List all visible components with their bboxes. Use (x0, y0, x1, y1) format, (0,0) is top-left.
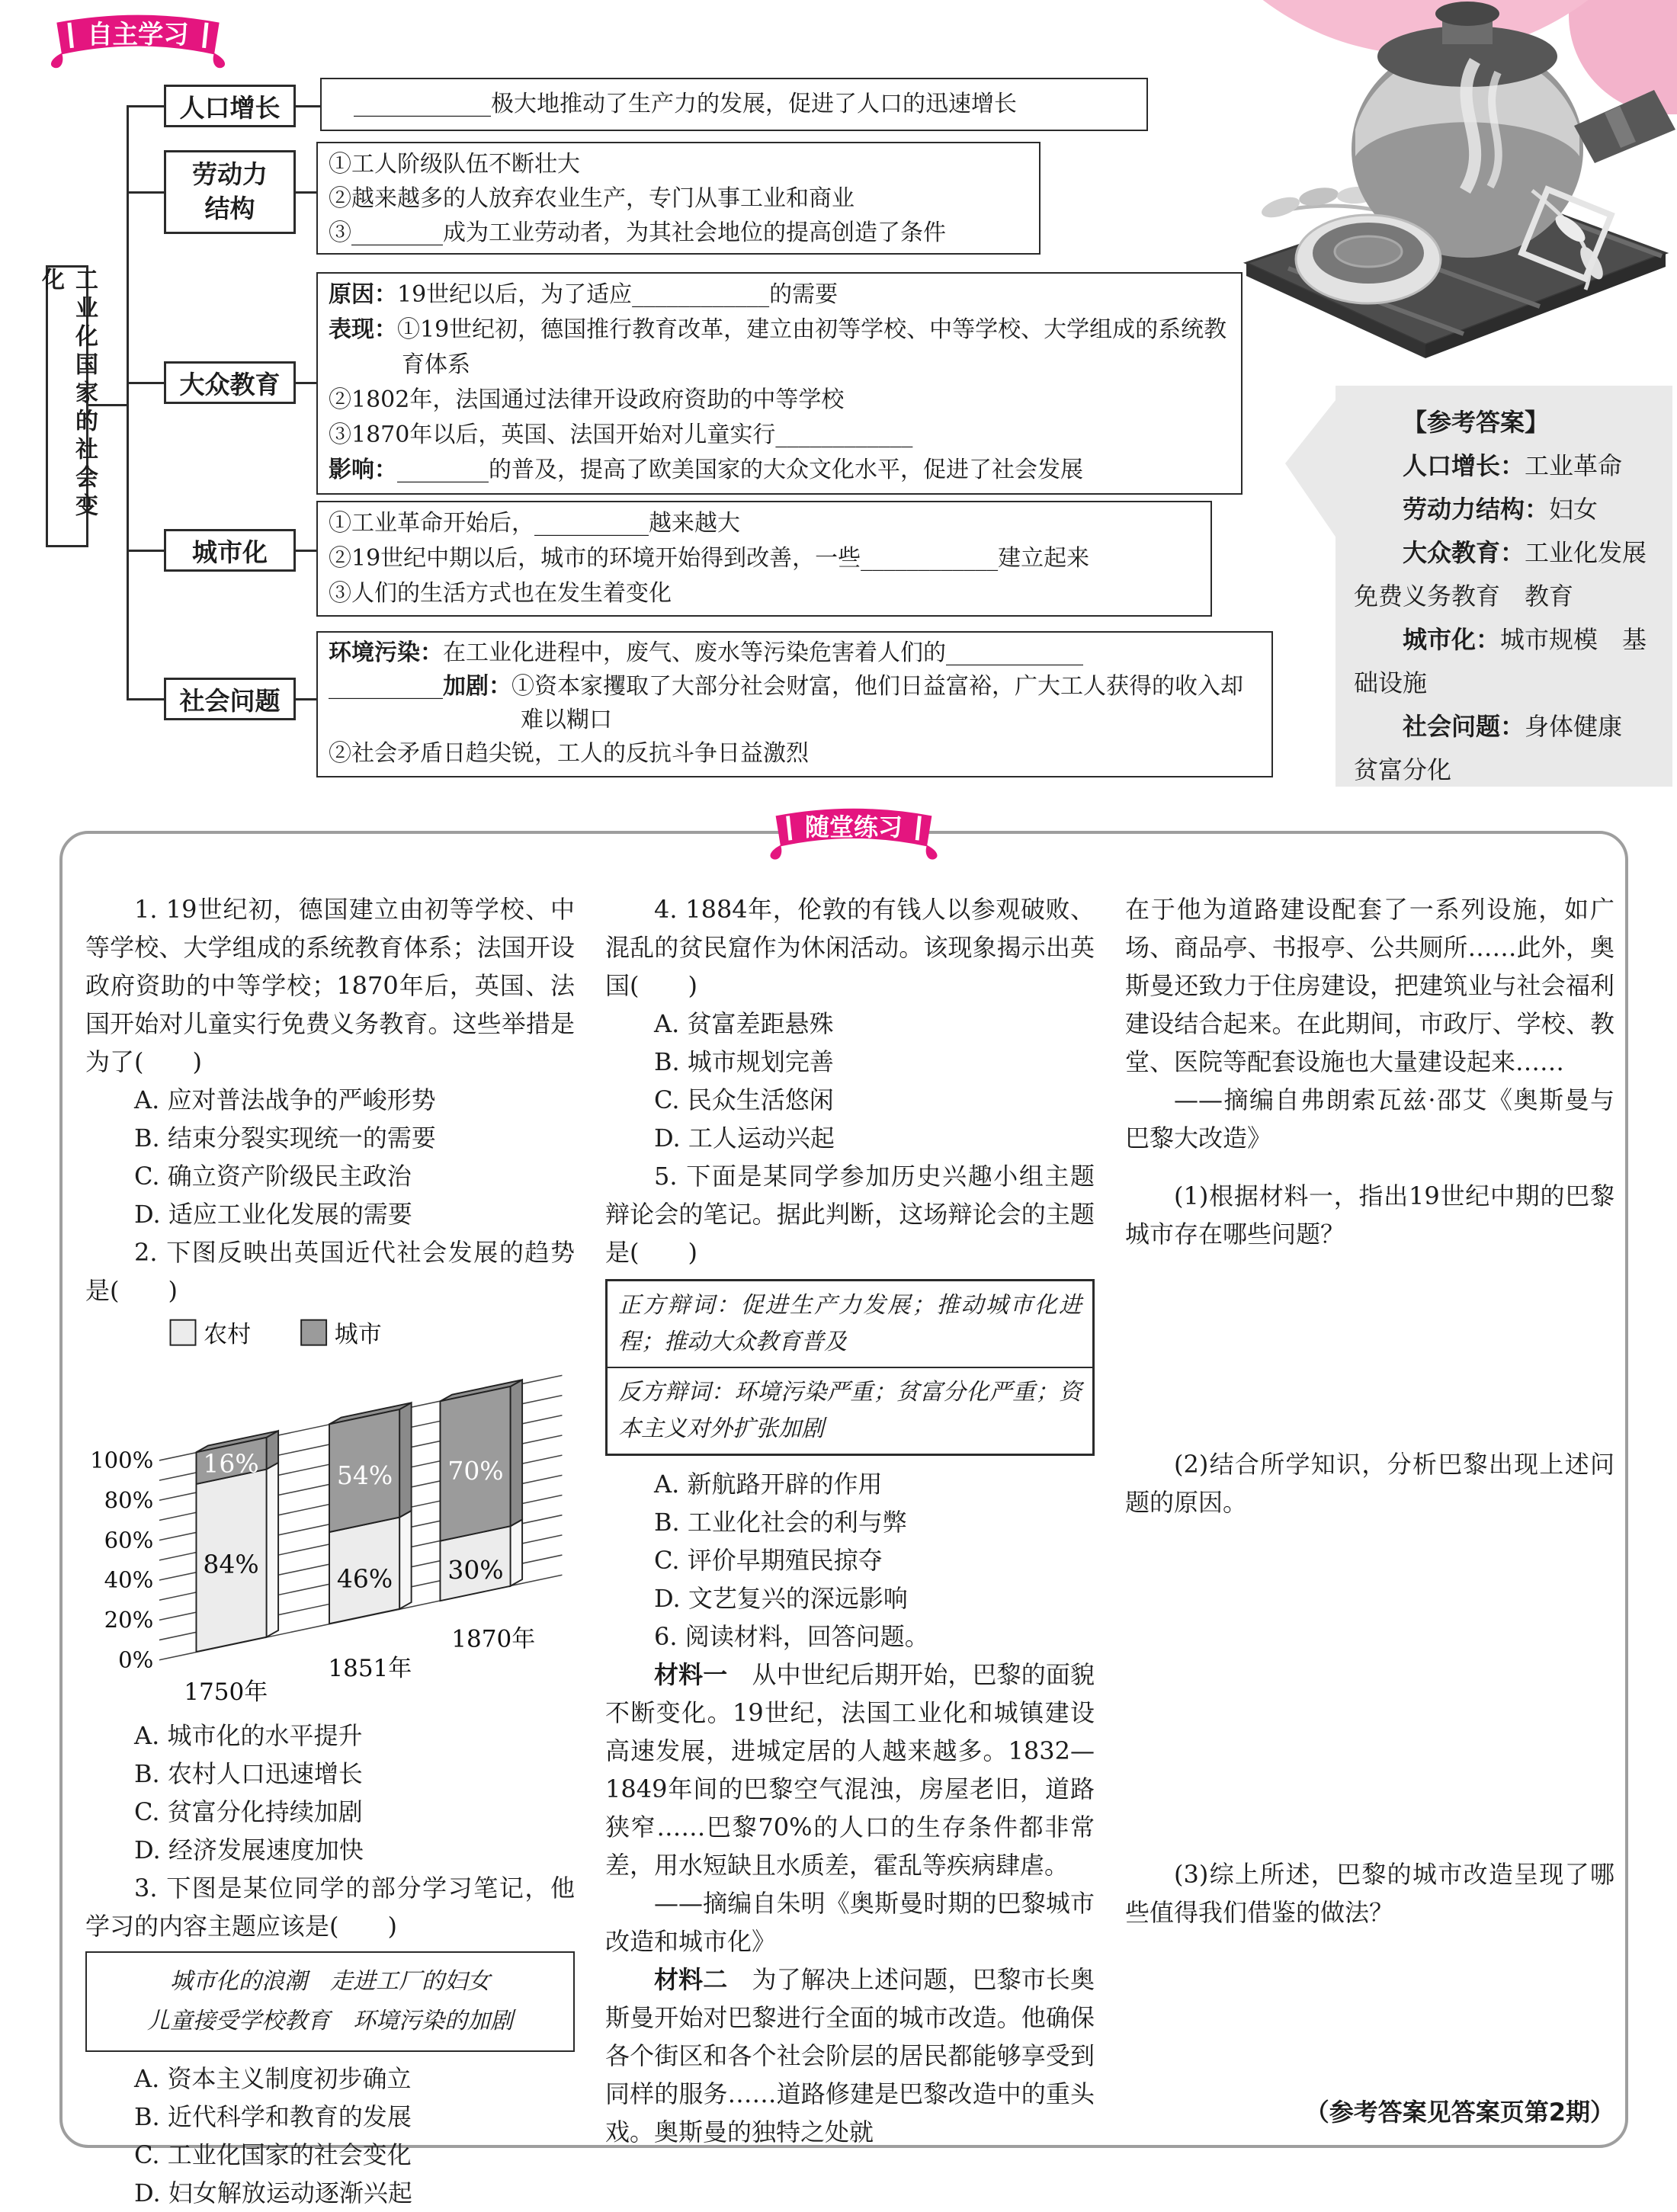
answer-title-text: 【参考答案】 (1403, 408, 1550, 437)
ytick-60: 60% (104, 1527, 154, 1553)
ytick-0: 0% (118, 1646, 154, 1673)
q3-note-box (85, 1951, 575, 2052)
manifest-text1: ①19世纪初，德国推行教育改革，建立由初等学校、中等学校、大学组成的系统教育体系 (397, 316, 1227, 378)
value-rural-1750: 84% (203, 1549, 259, 1579)
q5-stem: 5. 下面是某同学参加历史兴趣小组主题辩论会的笔记。据此判断，这场辩论会的主题是( ) (605, 1162, 1095, 1267)
q5-option-d: D. 文艺复兴的深远影响 (654, 1584, 908, 1613)
answer-text-0: 工业革命 (1525, 451, 1623, 480)
branch-urbanization-label: 城市化 (192, 537, 268, 567)
legend-swatch-urban (301, 1320, 326, 1345)
q6-material2-part1 (605, 1960, 1095, 2151)
branch-social-problems (164, 678, 296, 720)
connector-content-2 (296, 191, 316, 194)
q2-option-c: C. 贫富分化持续加剧 (134, 1797, 363, 1826)
q5-option-b: B. 工业化社会的利与弊 (654, 1508, 907, 1537)
bar-1851 (329, 1403, 412, 1624)
content-education-cause (329, 277, 1230, 313)
cause-label: 原因： (329, 281, 397, 308)
branch-labor-label: 劳动力结构 (192, 159, 268, 223)
q1-option-a: A. 应对普法战争的严峻形势 (134, 1085, 436, 1114)
q6-material2-source: ——摘编自弗朗索瓦兹·邵艾《奥斯曼与巴黎大改造》 (1125, 1085, 1614, 1152)
worsen-label: 加剧： (443, 673, 511, 700)
legend-swatch-rural (171, 1320, 196, 1345)
q5-debate-pro: 正方辩词：促进生产力发展；推动城市化进程；推动大众教育普及 (618, 1292, 1082, 1355)
ytick-20: 20% (104, 1607, 154, 1633)
answer-label-2: 大众教育： (1403, 538, 1525, 567)
content-population-line: ____________极大地推动了生产力的发展，促进了人口的迅速增长 (354, 91, 1017, 117)
q2-option-b: B. 农村人口迅速增长 (134, 1758, 363, 1788)
answer-text-2: 工业化发展 免费义务教育 教育 (1354, 538, 1672, 611)
legend-label-urban: 城市 (334, 1320, 382, 1348)
content-labor-line1: ①工人阶级队伍不断壮大 (329, 151, 580, 178)
q3-option-d: D. 妇女解放运动逐渐兴起 (134, 2178, 412, 2207)
worsen-text: ①资本家攫取了大部分社会财富，他们日益富裕，广大工人获得的收入却难以糊口 (511, 673, 1243, 733)
q4-option-a: A. 贫富差距悬殊 (654, 1009, 834, 1038)
xlabel-1870: 1870年 (451, 1625, 536, 1653)
content-social-line1 (329, 636, 1261, 670)
impact-text: ________的普及，提高了欧美国家的大众文化水平，促进了社会发展 (397, 457, 1083, 483)
q5-debate-box (605, 1279, 1095, 1456)
ytick-80: 80% (104, 1486, 154, 1513)
value-urban-1851: 54% (336, 1460, 393, 1490)
xlabel-1851: 1851年 (328, 1655, 412, 1683)
answer-label-1: 劳动力结构： (1403, 495, 1550, 524)
impact-label: 影响： (329, 457, 397, 483)
answer-item-labor (1354, 488, 1653, 531)
answer-item-education (1354, 531, 1672, 618)
answer-title (1354, 401, 1653, 444)
mindmap-root-box (37, 265, 98, 547)
practice-body (85, 890, 1616, 2207)
content-urbanization-line2: ②19世纪中期以后，城市的环境开始得到改善，一些____________建立起来 (329, 545, 1090, 572)
answer-reference-note: （参考答案见答案页第2期） (1304, 2098, 1614, 2127)
content-social-line2 (329, 670, 1261, 737)
branch-population (164, 85, 296, 127)
q1-option-c: C. 确立资产阶级民主政治 (134, 1162, 412, 1191)
q4-option-b: B. 城市规划完善 (654, 1047, 834, 1076)
content-labor-line3: ③________成为工业劳动者，为其社会地位的提高创造了条件 (329, 220, 946, 246)
q6-material1 (605, 1656, 1095, 1884)
q1-stem: 1. 19世纪初，德国建立由初等学校、中等学校、大学组成的系统教育体系；法国开设政府资助的中等学校；1870年后，英国、法国开始对儿童实行免费义务教育。这些举措是为了( ) (85, 895, 575, 1076)
q5-option-c: C. 评价早期殖民掠夺 (654, 1546, 883, 1575)
q3-note-line2: 儿童接受学校教育 环境污染的加剧 (147, 2007, 513, 2034)
connector-branch-3 (127, 382, 164, 384)
connector-branch-4 (127, 550, 164, 552)
branch-population-label: 人口增长 (179, 92, 281, 123)
study-banner-label: 自主学习 (87, 19, 189, 50)
answer-item-social (1354, 705, 1653, 792)
q3-option-a: A. 资本主义制度初步确立 (134, 2063, 412, 2093)
branch-social-problems-label: 社会问题 (179, 685, 281, 716)
q3-stem: 3. 下图是某位同学的部分学习笔记，他学习的内容主题应该是( ) (85, 1873, 575, 1941)
content-social-problems (316, 631, 1273, 777)
ytick-40: 40% (104, 1566, 154, 1593)
content-education-impact (329, 453, 1230, 488)
answer-label-3: 城市化： (1403, 625, 1501, 654)
content-population (320, 78, 1148, 131)
manifest-label: 表现： (329, 316, 397, 343)
cause-text: 19世纪以后，为了适应____________的需要 (397, 281, 838, 308)
q2-option-d: D. 经济发展速度加快 (134, 1835, 364, 1864)
q6-material2-part2: 在于他为道路建设配套了一系列设施，如广场、商品亭、书报亭、公共厕所……此外，奥斯曼还致力于住房建设，把建筑业与社会福利建设结合起来。在此期间，市政厅、学校、教堂、医院等配套设施也大量建设起来…… (1125, 895, 1614, 1076)
connector-content-5 (296, 698, 316, 700)
connector-branch-1 (127, 105, 164, 107)
ytick-100: 100% (90, 1447, 154, 1473)
practice-section-banner (762, 799, 945, 860)
q2-stem: 2. 下图反映出英国近代社会发展的趋势是( ) (85, 1238, 575, 1305)
q3-option-b: B. 近代科学和教育的发展 (134, 2101, 412, 2131)
xlabel-1750: 1750年 (184, 1678, 268, 1707)
branch-education (164, 361, 296, 404)
connector-branch-5 (127, 698, 164, 700)
content-education-manifest2: ②1802年，法国通过法律开设政府资助的中等学校 (329, 386, 845, 413)
connector-branch-2 (127, 191, 164, 194)
study-section-banner (43, 5, 233, 69)
q6-subquestion-1: (1)根据材料一，指出19世纪中期的巴黎城市存在哪些问题？ (1125, 1181, 1614, 1249)
content-urbanization (316, 501, 1212, 617)
content-education-manifest3: ③1870年以后，英国、法国开始对儿童实行____________ (329, 422, 913, 448)
material1-text: 从中世纪后期开始，巴黎的面貌不断变化。19世纪，法国工业化和城镇建设高速发展，进城定居的人越来越多。1832—1849年间的巴黎空气混浊，房屋老旧，道路狭窄……巴黎70%的人口的生存条件都非常差，用水短缺且水质差，霍乱等疾病肆虐。 (605, 1660, 1095, 1880)
q5-option-a: A. 新航路开辟的作用 (654, 1470, 883, 1499)
gap-blank: __________ (329, 673, 443, 700)
connector-content-1 (296, 105, 320, 107)
content-urbanization-line1: ①工业革命开始后，__________越来越大 (329, 510, 740, 537)
mindmap-root-label: 工业化国家的社会变化 (37, 268, 98, 521)
reference-answer-box (1336, 386, 1672, 787)
teapot-illustration (1174, 0, 1677, 358)
answer-text-1: 妇女 (1549, 495, 1598, 524)
value-rural-1870: 30% (447, 1555, 504, 1585)
pollution-text: 在工业化进程中，废气、废水等污染危害着人们的____________ (443, 640, 1083, 666)
content-education (316, 272, 1243, 495)
q1-option-d: D. 适应工业化发展的需要 (134, 1200, 412, 1229)
bar-1870 (440, 1380, 522, 1601)
value-rural-1851: 46% (336, 1563, 393, 1594)
q2-population-chart (85, 1313, 573, 1712)
q2-option-a: A. 城市化的水平提升 (134, 1720, 363, 1750)
bar-1750 (196, 1431, 278, 1652)
content-urbanization-line3: ③人们的生活方式也在发生着变化 (329, 580, 672, 607)
content-education-manifest1 (329, 313, 1230, 383)
answer-label-0: 人口增长： (1403, 451, 1525, 480)
q6-subquestion-3: (3)综上所述，巴黎的城市改造呈现了哪些值得我们借鉴的做法？ (1125, 1860, 1614, 1927)
q5-debate-con: 反方辩词：环境污染严重；贫富分化严重；资本主义对外扩张加剧 (608, 1367, 1092, 1454)
connector-content-4 (296, 550, 316, 552)
answer-item-population (1354, 444, 1653, 488)
branch-labor (164, 150, 296, 234)
legend-label-rural: 农村 (204, 1320, 252, 1348)
q4-option-c: C. 民众生活悠闲 (654, 1085, 834, 1114)
pollution-label: 环境污染： (329, 640, 443, 666)
content-social-line3: ②社会矛盾日趋尖锐，工人的反抗斗争日益激烈 (329, 740, 809, 767)
material2-gap (727, 1965, 752, 1994)
q1-option-b: B. 结束分裂实现统一的需要 (134, 1124, 436, 1152)
q3-note-line1: 城市化的浪潮 走进工厂的妇女 (170, 1967, 490, 1995)
q4-option-d: D. 工人运动兴起 (654, 1124, 835, 1152)
q6-stem: 6. 阅读材料，回答问题。 (654, 1622, 929, 1651)
q6-material1-source: ——摘编自朱明《奥斯曼时期的巴黎城市改造和城市化》 (605, 1889, 1095, 1956)
answer-item-urbanization (1354, 618, 1653, 705)
practice-column-2 (605, 890, 1095, 2146)
content-labor-line2: ②越来越多的人放弃农业生产，专门从事工业和商业 (329, 185, 855, 212)
answer-text-4: 身体健康 贫富分化 (1354, 712, 1647, 784)
answer-bubble-tail (1285, 396, 1339, 541)
q3-option-c: C. 工业化国家的社会变化 (134, 2140, 412, 2169)
q4-stem: 4. 1884年，伦敦的有钱人以参观破败、混乱的贫民窟作为休闲活动。该现象揭示出英国( ) (605, 895, 1095, 1000)
answer-text-3: 城市规模 基础设施 (1354, 625, 1647, 697)
content-labor (316, 142, 1041, 255)
material2-text-part1: 为了解决上述问题，巴黎市长奥斯曼开始对巴黎进行全面的城市改造。他确保各个街区和各个社会阶层的居民都能够享受到同样的服务……道路修建是巴黎改造中的重头戏。奥斯曼的独特之处就 (605, 1965, 1095, 2146)
practice-column-3 (1125, 890, 1614, 2137)
practice-column-1 (85, 890, 575, 2207)
q6-subquestion-2: (2)结合所学知识，分析巴黎出现上述问题的原因。 (1125, 1450, 1614, 1517)
connector-content-3 (296, 382, 316, 384)
branch-urbanization (164, 529, 296, 572)
branch-education-label: 大众教育 (179, 369, 281, 399)
material2-label: 材料二 (654, 1965, 728, 1994)
value-urban-1870: 70% (447, 1456, 504, 1486)
material1-gap (727, 1660, 752, 1689)
value-urban-1750: 16% (203, 1448, 259, 1479)
connector-spine (127, 105, 129, 700)
material1-label: 材料一 (654, 1660, 728, 1689)
practice-banner-label: 随堂练习 (804, 813, 903, 842)
answer-label-4: 社会问题： (1403, 712, 1525, 741)
